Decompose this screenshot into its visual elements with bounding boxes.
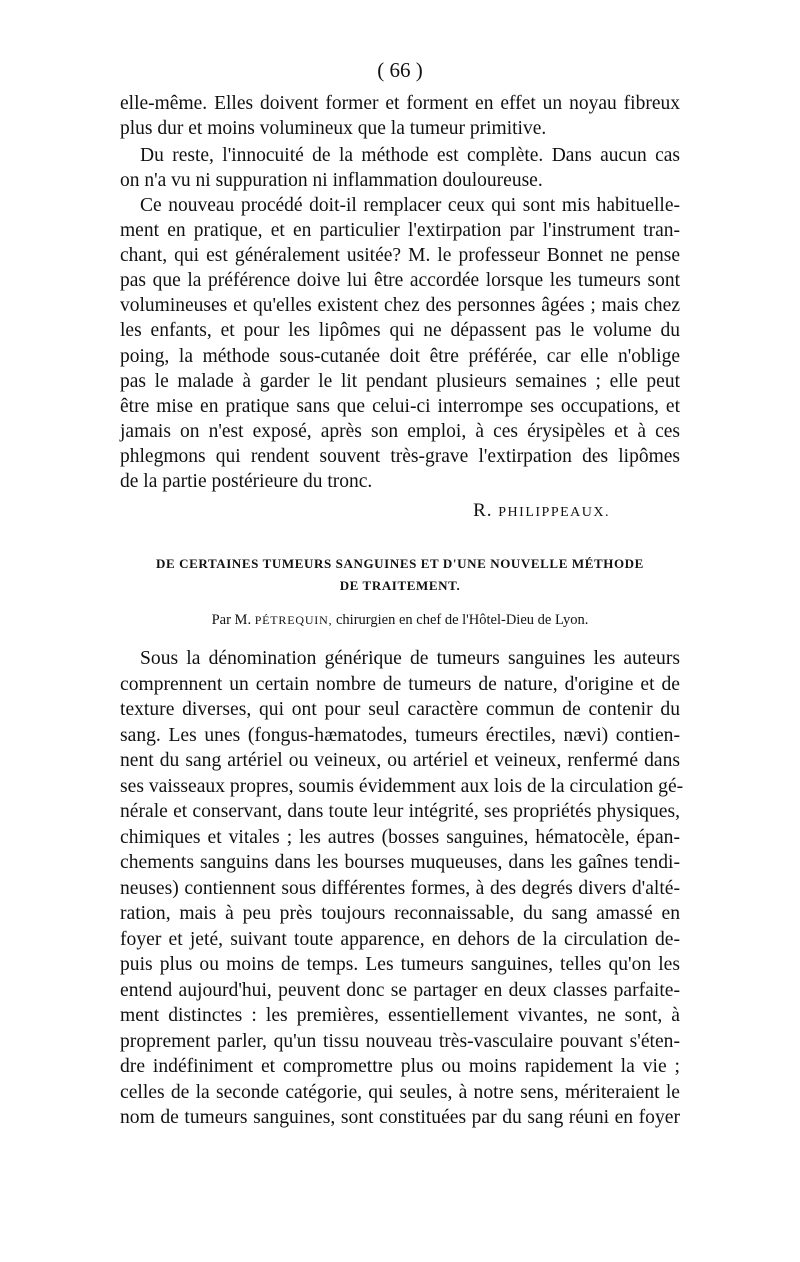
text-line: ment distinctes : les premières, essentiellement vivantes, ne sont, à xyxy=(120,1005,680,1026)
text-line: dre indéfiniment et compromettre plus ou moins rapidement la vie ; xyxy=(120,1056,680,1077)
signature-name: PHILIPPEAUX. xyxy=(498,505,610,520)
text-line: proprement parler, qu'un tissu nouveau très-vasculaire pouvant s'éten- xyxy=(120,1030,680,1052)
signature-initial: R. xyxy=(473,500,493,521)
text-line: foyer et jeté, suivant toute apparence, en dehors de la circulation de- xyxy=(120,928,680,950)
text-line: plus dur et moins volumineux que la tumeur primitive. xyxy=(120,118,547,140)
paragraph-procedure xyxy=(120,193,680,494)
text-line: de la partie postérieure du tronc. xyxy=(120,471,373,493)
text-line: être mise en pratique sans que celui-ci interrompe ses occupations, et xyxy=(120,395,680,417)
text-line: Ce nouveau procédé doit-il remplacer ceux qui sont mis habituelle- xyxy=(140,195,680,216)
text-line: chements sanguins dans les bourses muqueuses, dans les gaînes tendi- xyxy=(120,852,680,873)
article-title-line-2: DE TRAITEMENT. xyxy=(339,578,461,593)
text-line: nom de tumeurs sanguines, sont constituées par du sang réuni en foyer xyxy=(120,1107,680,1128)
text-line: jamais on n'est exposé, après son emploi, à ces érysipèles et à ces xyxy=(120,420,680,442)
paragraph-innocuity xyxy=(120,143,680,193)
article-title-line-1: DE CERTAINES TUMEURS SANGUINES ET D'UNE NOUVELLE MÉTHODE xyxy=(156,556,644,571)
text-line: Du reste, l'innocuité de la méthode est complète. Dans aucun cas xyxy=(140,145,680,166)
text-line: nent du sang artériel ou veineux, ou artériel et veineux, renfermé dans xyxy=(120,750,680,771)
text-line: sang. Les unes (fongus-hæmatodes, tumeurs érectiles, nævi) contien- xyxy=(120,724,680,746)
text-line: les enfants, et pour les lipômes qui ne dépassent pas le volume du xyxy=(120,320,680,342)
text-line: celles de la seconde catégorie, qui seules, à notre sens, mériteraient le xyxy=(120,1081,680,1103)
text-line: entend aujourd'hui, peuvent donc se partager en deux classes parfaite- xyxy=(120,979,680,1001)
text-line: pas le malade à garder le lit pendant plusieurs semaines ; elle peut xyxy=(120,370,680,392)
text-line: volumineuses et qu'elles existent chez des personnes âgées ; mais chez xyxy=(120,295,680,317)
paragraph-continuation xyxy=(120,91,680,141)
article-body xyxy=(120,646,684,1131)
article-byline xyxy=(120,612,680,629)
text-line: puis plus ou moins de temps. Les tumeurs sanguines, telles qu'on les xyxy=(120,954,680,975)
author-signature xyxy=(473,500,610,522)
text-line: comprennent un certain nombre de tumeurs de nature, d'origine et de xyxy=(120,673,680,695)
byline-author: PÉTREQUIN, xyxy=(254,613,333,627)
text-line: nérale et conservant, dans toute leur intégrité, ses propriétés physiques, xyxy=(120,801,680,822)
text-line: texture diverses, qui ont pour seul caractère commun de contenir du xyxy=(120,699,680,720)
text-line: neuses) contiennent sous différentes formes, à des degrés divers d'alté- xyxy=(120,877,680,899)
text-line: phlegmons qui rendent souvent très-grave l'extirpation des lipômes xyxy=(120,445,680,467)
text-line: Sous la dénomination générique de tumeurs sanguines les auteurs xyxy=(140,648,680,669)
text-line: ment en pratique, et en particulier l'extirpation par l'instrument tran- xyxy=(120,220,680,242)
page-number: ( 66 ) xyxy=(377,58,423,82)
text-line: ses vaisseaux propres, soumis évidemment aux lois de la circulation gé- xyxy=(120,775,684,797)
byline-rest: chirurgien en chef de l'Hôtel-Dieu de Lyon. xyxy=(336,612,589,628)
text-line: poing, la méthode sous-cutanée doit être préférée, car elle n'oblige xyxy=(120,345,680,367)
text-line: on n'a vu ni suppuration ni inflammation douloureuse. xyxy=(120,170,543,192)
text-line: elle-même. Elles doivent former et forment en effet un noyau fibreux xyxy=(120,93,680,114)
text-line: chant, qui est généralement usitée? M. le professeur Bonnet ne pense xyxy=(120,245,680,267)
text-line: ration, mais à peu près toujours reconnaissable, du sang amassé en xyxy=(120,903,680,924)
byline-prefix: Par M. xyxy=(211,612,252,628)
text-line: pas que la préférence doive lui être accordée lorsque les tumeurs sont xyxy=(120,270,680,292)
text-line: chimiques et vitales ; les autres (bosses sanguines, hématocèle, épan- xyxy=(120,826,680,848)
